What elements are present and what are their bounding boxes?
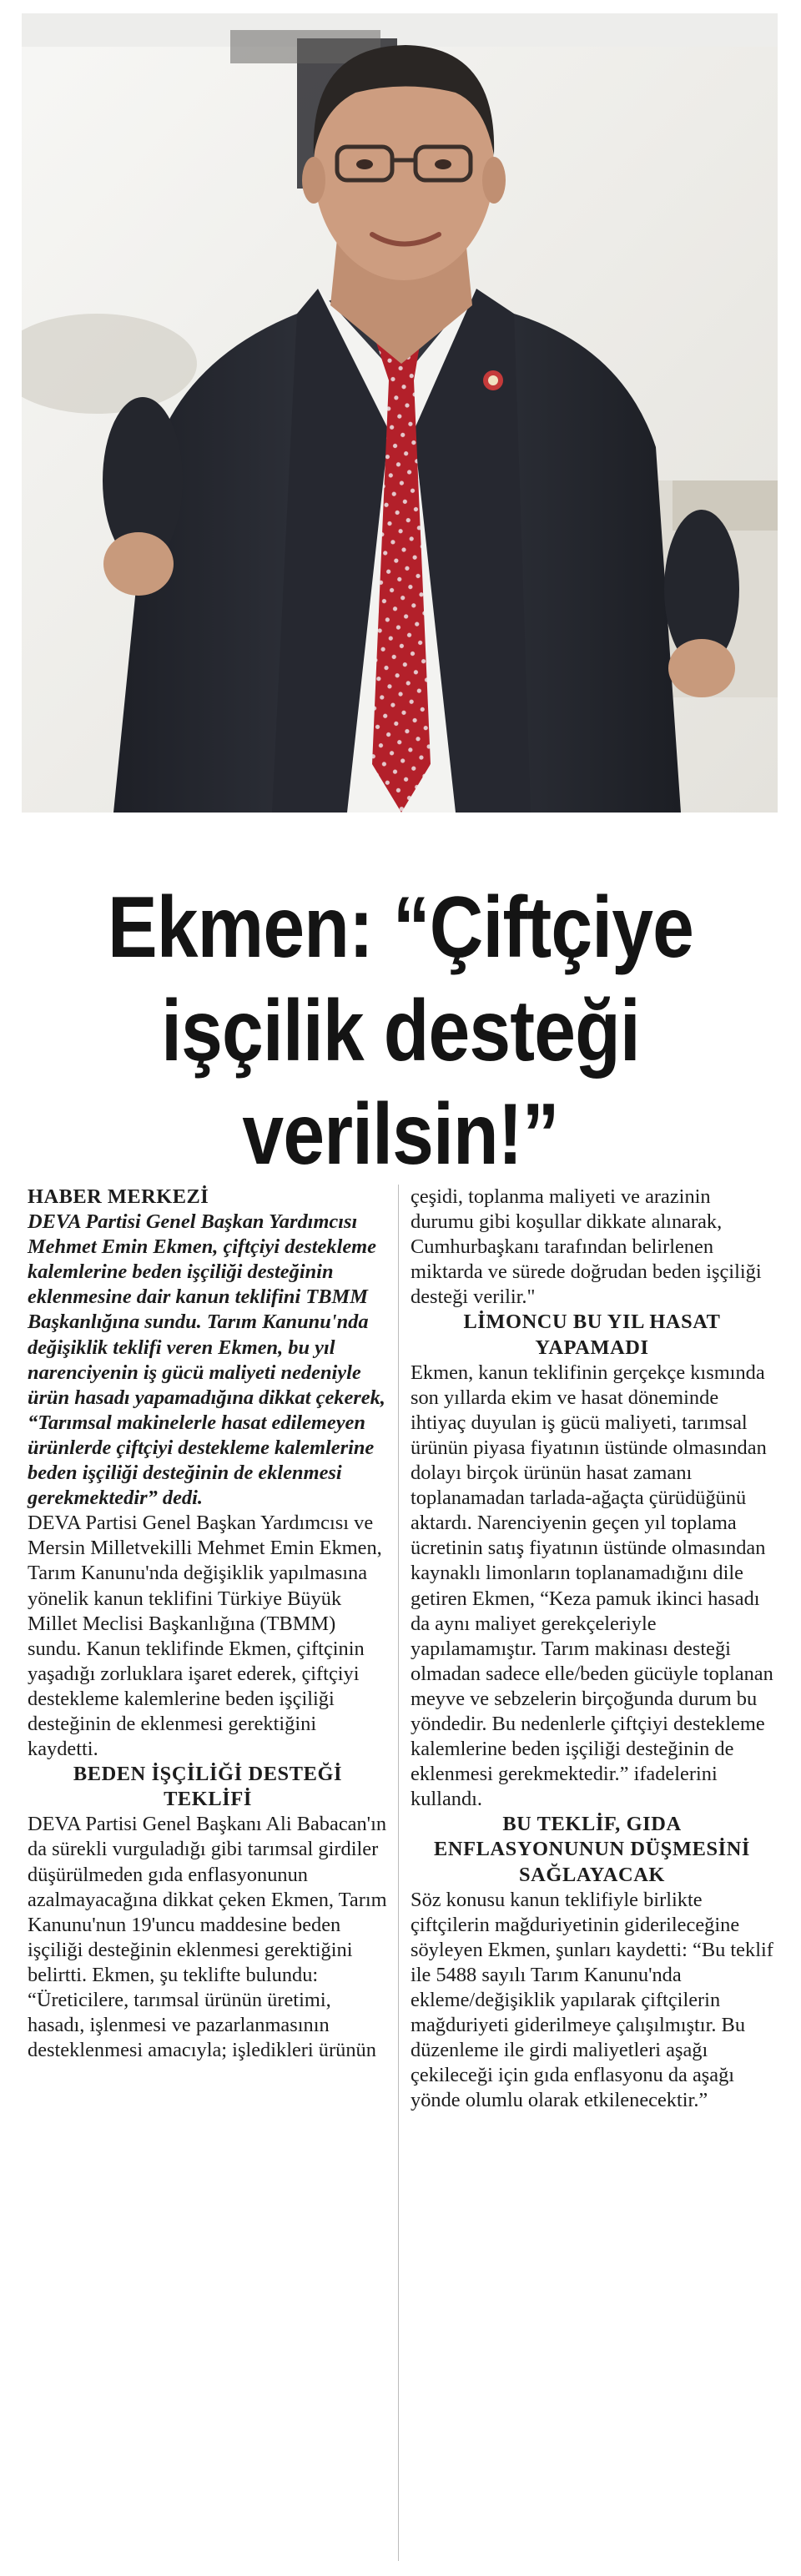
headline-line-2: işçilik desteği (161, 982, 640, 1079)
lead-paragraph: DEVA Partisi Genel Başkan Yardımcısı Mehmet Emin Ekmen, çiftçiyi destekleme kalemlerine beden işçiliği desteğinin eklenmesine dair kanun teklifini TBMM Başkanlığına sundu. Tarım Kanunu'nda değişiklik teklifi veren Ekmen, bu yıl narenciyenin iş gücü maliyeti nedeniyle ürün hasadı yapamadığına dikkat çekerek, “Tarımsal makinelerle hasat edilemeyen ürünlerde çiftçiyi destekleme kalemlerine beden işçiliği desteğinin de eklenmesi gerekmektedir” dedi. (28, 1210, 385, 1510)
column-right (411, 1185, 773, 2113)
portrait-photo (22, 13, 778, 813)
portrait-illustration (22, 13, 778, 813)
headline-line-3: verilsin!” (242, 1085, 559, 1183)
byline: HABER MERKEZİ (28, 1185, 209, 1208)
subheading-3: BU TEKLİF, GIDA ENFLASYONUNUN DÜŞMESİNİ SAĞLAYACAK (433, 1813, 751, 1886)
column-left (28, 1185, 388, 2063)
body-paragraph-5: Söz konusu kanun teklifiyle birlikte çiftçilerin mağduriyetinin giderileceğine söyleyen Ekmen, şunları kaydetti: “Bu teklif ile 5488 sayılı Tarım Kanunu'nda ekleme/değişiklik yapılarak çiftçilerin mağduriyeti giderilmeye çalışılmıştır. Bu düzenleme ile girdi maliyetleri aşağı çekileceği için gıda enflasyonu da aşağı yönde olumlu olarak etkilenecektir.” (411, 1888, 773, 2112)
subheading-2: LİMONCU BU YIL HASAT YAPAMADI (463, 1311, 721, 1359)
subheading-1: BEDEN İŞÇİLİĞİ DESTEĞİ TEKLİFİ (73, 1763, 343, 1811)
body-paragraph-1: DEVA Partisi Genel Başkan Yardımcısı ve Mersin Milletvekilli Mehmet Emin Ekmen, Tarım Kanunu'nda değişiklik yapılmasına yönelik kanun teklifini Türkiye Büyük Millet Meclisi Başkanlığına (TBMM) sundu. Kanun teklifinde Ekmen, çiftçinin yaşadığı zorluklara işaret ederek, çiftçiyi destekleme kalemlerine beden işçiliği desteğinin de eklenmesi gerektiğini kaydetti. (28, 1512, 382, 1761)
body-paragraph-3: çeşidi, toplanma maliyeti ve arazinin durumu gibi koşullar dikkate alınarak, Cumhurbaşkanı tarafından belirlenen miktarda ve sürede doğrudan beden işçiliği desteği verilir." (411, 1185, 762, 1309)
headline (70, 876, 730, 1186)
body-paragraph-2: DEVA Partisi Genel Başkanı Ali Babacan'ın da sürekli vurguladığı gibi tarımsal girdiler düşürülmeden gıda enflasyonunun azalmayacağına dikkat çeken Ekmen, Tarım Kanunu'nun 19'uncu maddesine beden işçiliği desteğinin eklenmesi gerektiğini belirtti. Ekmen, şu teklifte bulundu: “Üreticilere, tarımsal ürünün üretimi, hasadı, işlenmesi ve pazarlanmasının desteklenmesi amacıyla; işledikleri ürünün (28, 1813, 387, 2062)
headline-line-1: Ekmen: “Çiftçiye (107, 878, 693, 976)
column-divider (398, 1185, 399, 2561)
body-paragraph-4: Ekmen, kanun teklifinin gerçekçe kısmında son yıllarda ekim ve hasat döneminde ihtiyaç duyulan iş gücü maliyeti, tarımsal ürünün piyasa fiyatının üstünde olmasından dolayı birçok ürünün hasat zamanı toplanamadan tarlada-ağaçta çürüdüğünü aktardı. Narenciyenin geçen yıl toplama ücretinin satış fiyatının üstünde olmasından kaynaklı limonların toplanamadığını dile getiren Ekmen, “Keza pamuk ikinci hasadı da aynı maliyet gerekçeleriyle yapılamamıştır. Tarım makinası desteği olmadan sadece elle/beden gücüyle toplanan meyve ve sebzelerin birçoğunda durum bu yöndedir. Bu nedenlerle çiftçiyi destekleme kalemlerine beden işçiliği desteğinin de eklenmesi gerekmektedir.” ifadelerini kullandı. (411, 1361, 773, 1811)
